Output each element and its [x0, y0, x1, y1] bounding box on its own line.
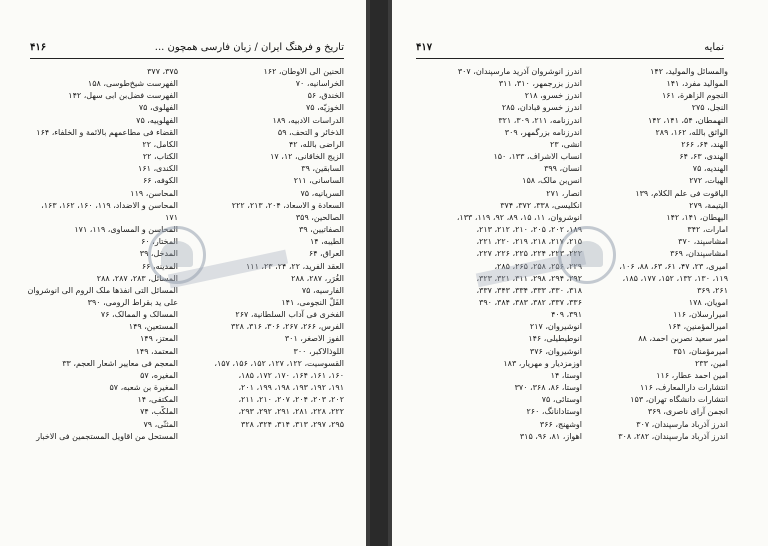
index-entry: اندرز آذرباد مارسپندان، ۳۰۷ [636, 419, 728, 429]
index-entry: انس‌بن مالک، ۱۵۸ [522, 176, 582, 186]
index-entry: امشاسپند، ۳۷۰ [678, 237, 728, 247]
index-entry: السعادة و الاسعاد، ۲۰۴، ۲۱۳، ۲۲۲ [231, 200, 344, 210]
index-entry: انجمن آرای ناصری، ۳۶۹ [647, 407, 728, 417]
index-entry: ۱۷۱ [165, 212, 178, 222]
index-entry: اندرز خسرو، ۲۱۸ [524, 91, 582, 101]
index-entry: الفهلوی، ۷۵ [138, 103, 178, 113]
index-entry: المعجم فی معاییر اشعار العجم، ۳۳ [62, 358, 178, 368]
running-title: تاریخ و فرهنگ ایران / زبان فارسی همچون ... [154, 42, 344, 53]
index-entry: ۱۸۹، ۲۰۲، ۲۰۵، ۲۱۰، ۲۱۲، ۲۱۳، [476, 225, 582, 235]
index-entry: المغیرة بن شعبه، ۵۷ [109, 383, 178, 393]
page-header [30, 42, 344, 58]
index-entry: ۲۹۵، ۲۹۷، ۳۱۳، ۳۱۴، ۳۲۴، ۳۲۸ [241, 419, 344, 429]
index-entry: القضاء فی مطاعمهم بالائمة و الخلفاء، ۱۶۴ [36, 127, 178, 137]
index-entry: الهندیه، ۷۵ [692, 164, 728, 174]
index-entry: الفهرست شیخ‌طوسی، ۱۵۸ [87, 79, 178, 89]
index-entry: ۲۲۹، ۲۵۶، ۲۵۸، ۲۶۵، ۲۸۵، [494, 261, 582, 271]
index-entry: الغُرَر، ۲۸۷، ۲۸۸ [291, 273, 344, 283]
index-entry: الیاقوت فی علم الکلام، ۱۳۹ [635, 188, 728, 198]
index-entry: انصار، ۲۷۱ [546, 188, 582, 198]
index-entry: النهمطان، ۵۴، ۱۴۱، ۱۴۲ [647, 115, 728, 125]
index-entry: اندرزنامه بزرگمهر، ۳۰۹ [504, 127, 582, 137]
index-entry: الموالید مفرد، ۱۴۱ [666, 79, 728, 89]
index-entry: ۲۱۵، ۲۱۷، ۲۱۸، ۲۱۹، ۲۲۰، ۲۲۱، [476, 237, 582, 247]
index-entry: الصالحین، ۳۵۹ [295, 212, 344, 222]
index-entry: الخوزیّه، ۷۵ [305, 103, 344, 113]
library-watermark-stamp [558, 226, 616, 284]
index-entry: المعتمد، ۱۴۹ [135, 346, 178, 356]
index-entry: الفهلوییه، ۷۵ [136, 115, 178, 125]
index-entry: اللوذالاکبر، ۳۰۰ [293, 346, 344, 356]
index-entry: الملکّب، ۷۴ [140, 407, 178, 417]
index-entry: الیتیمة، ۲۷۹ [689, 200, 728, 210]
index-entry: الفهرست فضل‌بن ابی سهل، ۱۴۲ [68, 91, 178, 101]
index-entry: ۲۹۲، ۲۹۴، ۲۹۸، ۳۱۱، ۳۲۱، ۳۲۳، [476, 273, 582, 283]
page-header [416, 42, 724, 58]
index-entry: المعتز، ۱۴۹ [140, 334, 178, 344]
index-entry: النجوم الزاهرة، ۱۶۱ [661, 91, 728, 101]
index-entry: الکامل، ۲۲ [142, 139, 178, 149]
index-entry: المسائل التی انفذها ملک الروم الی انوشروان [28, 285, 178, 295]
index-entry: الفخری فی آداب السلطانیة، ۲۶۷ [235, 310, 344, 320]
index-entry: المختار، ۶۰ [141, 237, 178, 247]
index-entry: العقد الفرید، ۲۲، ۲۴، ۲۳، ۱۱۱ [245, 261, 344, 271]
index-entry: انساب الاشراف، ۱۳۳، ۱۵۰ [493, 152, 582, 162]
index-entry: اندرز بزرجمهر، ۳۱۰، ۳۱۱ [498, 79, 582, 89]
index-entry: المسالک و الممالک، ۷۶ [100, 310, 178, 320]
index-entry: امیرالمؤمنین، ۱۶۴ [668, 322, 728, 332]
index-entry: ۱۹۱، ۱۹۲، ۱۹۳، ۱۹۸، ۱۹۹، ۲۰۱، [238, 383, 344, 393]
index-entry: انوشروان، ۱۱، ۱۵، ۸۹، ۹۲، ۱۱۹، ۱۳۳، [456, 212, 582, 222]
library-watermark-stamp [148, 226, 206, 284]
index-entry: الهیات، ۲۷۲ [689, 176, 728, 186]
index-entry: اوستا، ۸۶، ۳۶۸، ۳۷۰ [514, 383, 582, 393]
index-entry: المستحل من اقاویل المستجمین فی الاخبار [36, 431, 178, 441]
index-entry: الصفاتیین، ۳۹ [299, 225, 344, 235]
index-entry: امیرمؤمنان، ۳۵۱ [673, 346, 728, 356]
index-entry: الکوفه، ۶۶ [142, 176, 178, 186]
index-entry: ۲۲۲، ۲۲۳، ۲۲۴، ۲۲۵، ۲۲۶، ۲۲۷، [476, 249, 582, 259]
index-entry: امیری، ۲۳، ۴۷، ۶۱، ۶۳، ۸۸، ۱۰۶، [619, 261, 728, 271]
index-column-right [186, 66, 344, 431]
index-entry: الیهطان، ۱۴۱، ۱۴۲ [666, 212, 728, 222]
index-entry: امشاسپندان، ۳۶۹ [670, 249, 728, 259]
index-entry: انتشارات دانشگاه تهران، ۱۵۳ [630, 395, 728, 405]
index-entry: ۲۰۲، ۲۰۳، ۲۰۴، ۲۰۷، ۲۱۰، ۲۱۱، [238, 395, 344, 405]
index-entry: اوستا، ۱۴ [550, 370, 582, 380]
index-entry: اندرز انوشروان آذرید مارسپندان، ۳۰۷ [457, 67, 582, 76]
index-entry: والمسائل والمولید، ۱۴۲ [650, 67, 728, 76]
index-entry: انشی، ۲۳ [550, 139, 582, 149]
index-entry: ۲۲۲، ۲۲۸، ۲۸۱، ۲۹۱، ۲۹۲، ۲۹۳، [238, 407, 344, 417]
index-entry: اندرزنامه، ۲۱۱، ۳۰۹، ۳۲۱ [498, 115, 582, 125]
index-entry: الحنین الی الاوطان، ۱۶۲ [263, 67, 344, 76]
index-entry: ۳۹۱، ۴۰۹ [551, 310, 582, 320]
index-entry: الذخائر و التحف، ۵۹ [277, 127, 344, 137]
index-entry: الطیبه، ۱۴ [309, 237, 344, 247]
index-entry: الهندی، ۶۳، ۶۴ [679, 152, 728, 162]
index-entry: المستعین، ۱۴۹ [128, 322, 178, 332]
index-entry: امیر سعید نصربن احمد، ۸۸ [638, 334, 728, 344]
index-entry: امیرارسلان، ۱۱۶ [673, 310, 728, 320]
index-entry: انوشیروان، ۳۷۶ [529, 346, 582, 356]
index-entry: ۱۶۰، ۱۶۱، ۱۶۴، ۱۷۰، ۱۷۲، ۱۸۵، [238, 370, 344, 380]
index-entry: امین، ۲۳۳ [694, 358, 728, 368]
index-entry: ۳۱۸، ۳۳۰، ۳۳۳، ۳۳۴، ۳۴۳، ۳۳۷، [476, 285, 582, 295]
index-entry: اوزمزدیار و مهریار، ۱۸۳ [503, 358, 582, 368]
index-entry: ۳۳۶، ۳۳۷، ۳۸۲، ۳۸۳، ۳۸۴، ۳۹۰ [479, 297, 582, 307]
index-entry: علی ید بقراط الرومی، ۳۹۰ [87, 297, 178, 307]
book-spine [366, 0, 392, 546]
index-entry: المدینه، ۶۶ [141, 261, 178, 271]
index-entry: الهند، ۶۴، ۲۶۶ [681, 139, 728, 149]
page-number: ۴۱۶ [30, 42, 47, 53]
index-entry: الکتاب، ۲۲ [142, 152, 178, 162]
running-title: نمایه [704, 42, 724, 53]
index-entry: ۲۶۱، ۳۶۹ [697, 285, 728, 295]
index-entry: اندرز آذرباد مارسپندان، ۲۸۲، ۳۰۸ [618, 431, 728, 441]
index-entry: انکلیسی، ۳۳۸، ۳۷۲، ۳۷۴ [500, 200, 582, 210]
index-entry: الخندق، ۵۶ [307, 91, 344, 101]
index-entry: السریانیه، ۷۵ [300, 188, 344, 198]
index-entry: الراضی بالله، ۴۲ [288, 139, 344, 149]
header-rule [30, 58, 344, 59]
index-entry: السابقین، ۳۹ [301, 164, 344, 174]
header-rule [416, 58, 724, 59]
left-page [0, 0, 366, 546]
index-entry: امارات، ۳۴۲ [687, 225, 728, 235]
index-entry: ۱۱۹، ۱۳۰، ۱۳۲، ۱۵۲، ۱۷۷، ۱۸۵، [622, 273, 728, 283]
index-entry: الزیج الخاقانی، ۱۲، ۱۷ [270, 152, 344, 162]
index-entry: الفرس، ۲۶۶، ۲۶۷، ۳۰۶، ۳۱۶، ۳۲۸ [231, 322, 344, 332]
index-entry: الفارسیه، ۷۵ [301, 285, 344, 295]
index-entry: اوستائی، ۷۵ [541, 395, 582, 405]
index-entry: الدراسات الادبیه، ۱۸۹ [272, 115, 344, 125]
index-entry: انوطیطیلی، ۱۴۶ [528, 334, 582, 344]
index-entry: اوستادانانگ، ۲۶۰ [526, 407, 582, 417]
index-entry: الساسانی، ۲۱۱ [293, 176, 344, 186]
index-entry: المحاسن و المساوی، ۱۱۹، ۱۷۱ [74, 225, 178, 235]
index-entry: المکتفی، ۱۴ [137, 395, 178, 405]
index-entry: الخراسانیه، ۷۰ [295, 79, 344, 89]
index-entry: المغیره، ۵۷ [140, 370, 178, 380]
index-entry: المسائل، ۲۸۳، ۲۸۷، ۲۸۸ [96, 273, 178, 283]
index-entry: الکندی، ۱۶۱ [138, 164, 178, 174]
index-entry: الفوز الاصغر، ۳۰۱ [284, 334, 344, 344]
index-entry: المثنّی، ۷۹ [143, 419, 178, 429]
index-entry: اندرز خسرو قبادان، ۲۸۵ [501, 103, 582, 113]
index-entry: الفَلّ النجومی، ۱۴۱ [281, 297, 344, 307]
index-entry: المحاسن و الاضداد، ۱۱۹، ۱۶۰، ۱۶۲، ۱۶۳، [41, 200, 178, 210]
index-entry: اوشهنج، ۳۶۶ [539, 419, 582, 429]
index-entry: المدخل، ۳۹ [139, 249, 178, 259]
index-entry: النجل، ۲۷۵ [691, 103, 728, 113]
index-entry: انسان، ۳۹۹ [544, 164, 582, 174]
right-page [392, 0, 768, 546]
index-entry: العراق، ۶۴ [308, 249, 344, 259]
index-entry: امویان، ۱۷۸ [688, 297, 728, 307]
index-entry: امین احمد عطار، ۱۱۶ [656, 370, 728, 380]
index-entry: الواثق بالله، ۱۶۲، ۲۸۹ [655, 127, 728, 137]
index-entry: المحاسن، ۱۱۹ [130, 188, 178, 198]
index-entry: انوشیروان، ۲۱۷ [529, 322, 582, 332]
index-entry: ۳۷۵، ۳۷۷ [147, 67, 178, 76]
index-entry: القسوسیت، ۱۲۲، ۱۲۷، ۱۵۲، ۱۵۶، ۱۵۷، [214, 358, 344, 368]
index-entry: انتشارات دارالمعارف، ۱۱۶ [640, 383, 728, 393]
index-entry: اهواز، ۸۱، ۹۶، ۳۱۵ [519, 431, 582, 441]
page-number: ۴۱۷ [416, 42, 433, 53]
